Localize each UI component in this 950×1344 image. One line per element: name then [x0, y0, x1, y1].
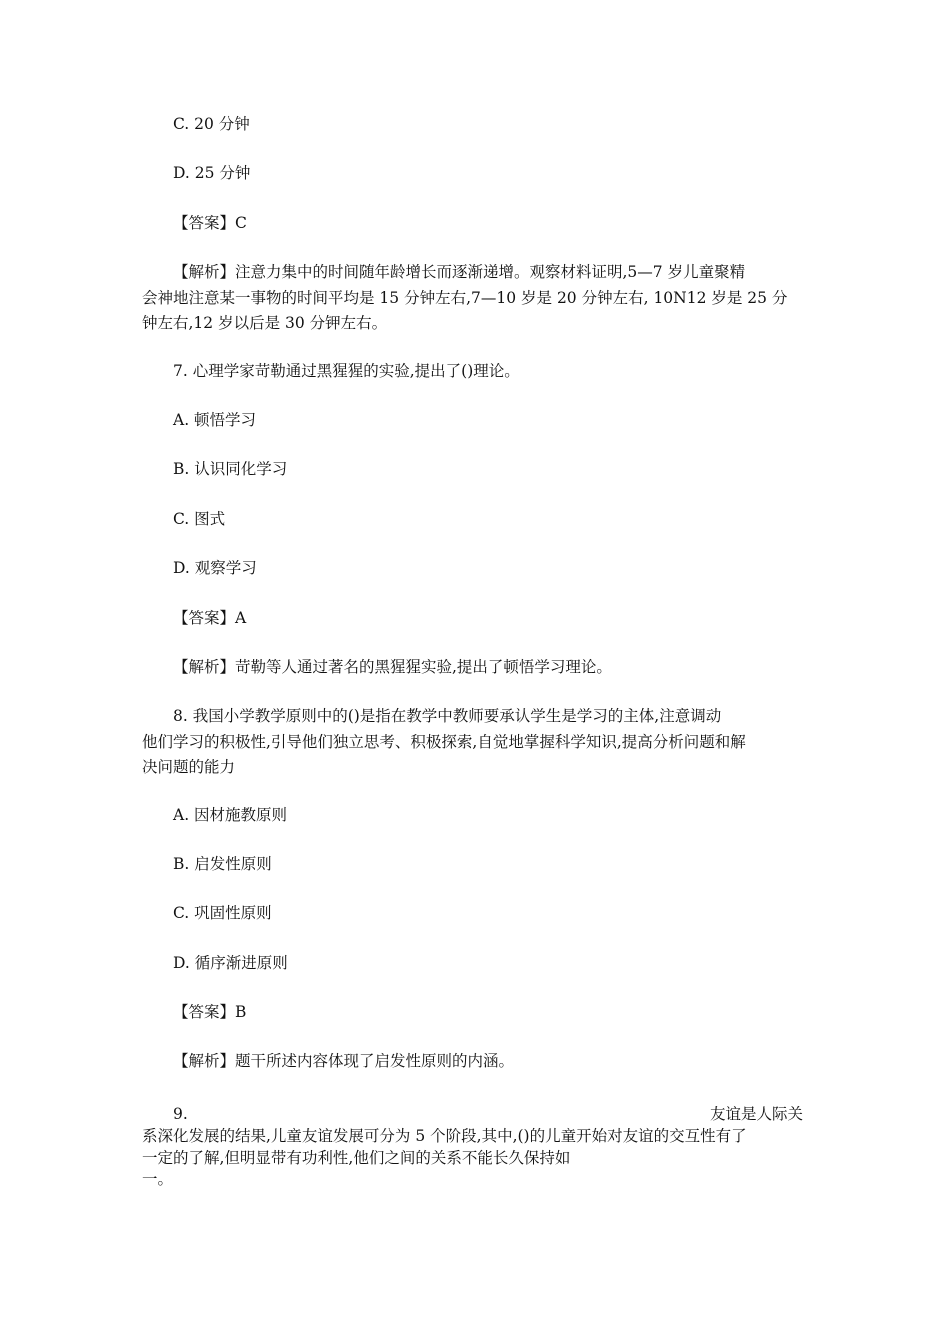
option-q8-b: B. 启发性原则 — [173, 855, 272, 873]
option-q8-d: D. 循序渐进原则 — [173, 954, 288, 972]
analysis-q6-line-2: 会神地注意某一事物的时间平均是 15 分钟左右,7—10 岁是 20 分钟左右, 10N12 岁是 25 分 — [142, 289, 788, 307]
option-q8-a: A. 因材施教原则 — [173, 806, 288, 824]
answer-q7: 【答案】A — [173, 609, 247, 627]
option-q7-a: A. 顿悟学习 — [173, 411, 257, 429]
answer-q8: 【答案】B — [173, 1003, 247, 1021]
question-q7-stem: 7. 心理学家苛勒通过黑猩猩的实验,提出了()理论。 — [173, 362, 520, 380]
option-q7-b: B. 认识同化学习 — [173, 460, 288, 478]
question-q8-stem-line-3: 决问题的能力 — [142, 758, 236, 776]
question-q9-number: 9. — [173, 1105, 188, 1123]
answer-q6: 【答案】C — [173, 214, 247, 232]
question-q8-stem-line-2: 他们学习的积极性,引导他们独立思考、积极探索,自觉地掌握科学知识,提高分析问题和解 — [142, 733, 746, 751]
option-q6-c: C. 20 分钟 — [173, 115, 250, 133]
option-q7-c: C. 图式 — [173, 510, 226, 528]
question-q9-stem-line-3: 一定的了解,但明显带有功利性,他们之间的关系不能长久保持如 — [142, 1149, 571, 1167]
question-q9-stem-line-4: 一。 — [142, 1170, 174, 1188]
analysis-q7: 【解析】苛勒等人通过著名的黑猩猩实验,提出了顿悟学习理论。 — [173, 658, 612, 676]
option-q6-d: D. 25 分钟 — [173, 164, 251, 182]
question-q9-stem-line-2: 系深化发展的结果,儿童友谊发展可分为 5 个阶段,其中,()的儿童开始对友谊的交互性有了 — [142, 1127, 747, 1145]
analysis-q6-line-1: 【解析】注意力集中的时间随年龄增长而逐渐递增。观察材料证明,5—7 岁儿童聚精 — [173, 263, 746, 281]
analysis-q6-line-3: 钟左右,12 岁以后是 30 分钾左右。 — [142, 314, 388, 332]
question-q9-stem-line-1: 友谊是人际关 — [710, 1105, 804, 1123]
option-q7-d: D. 观察学习 — [173, 559, 257, 577]
analysis-q8: 【解析】题干所述内容体现了启发性原则的内涵。 — [173, 1052, 515, 1070]
question-q8-stem-line-1: 8. 我国小学教学原则中的()是指在教学中教师要承认学生是学习的主体,注意调动 — [173, 707, 722, 725]
option-q8-c: C. 巩固性原则 — [173, 904, 272, 922]
